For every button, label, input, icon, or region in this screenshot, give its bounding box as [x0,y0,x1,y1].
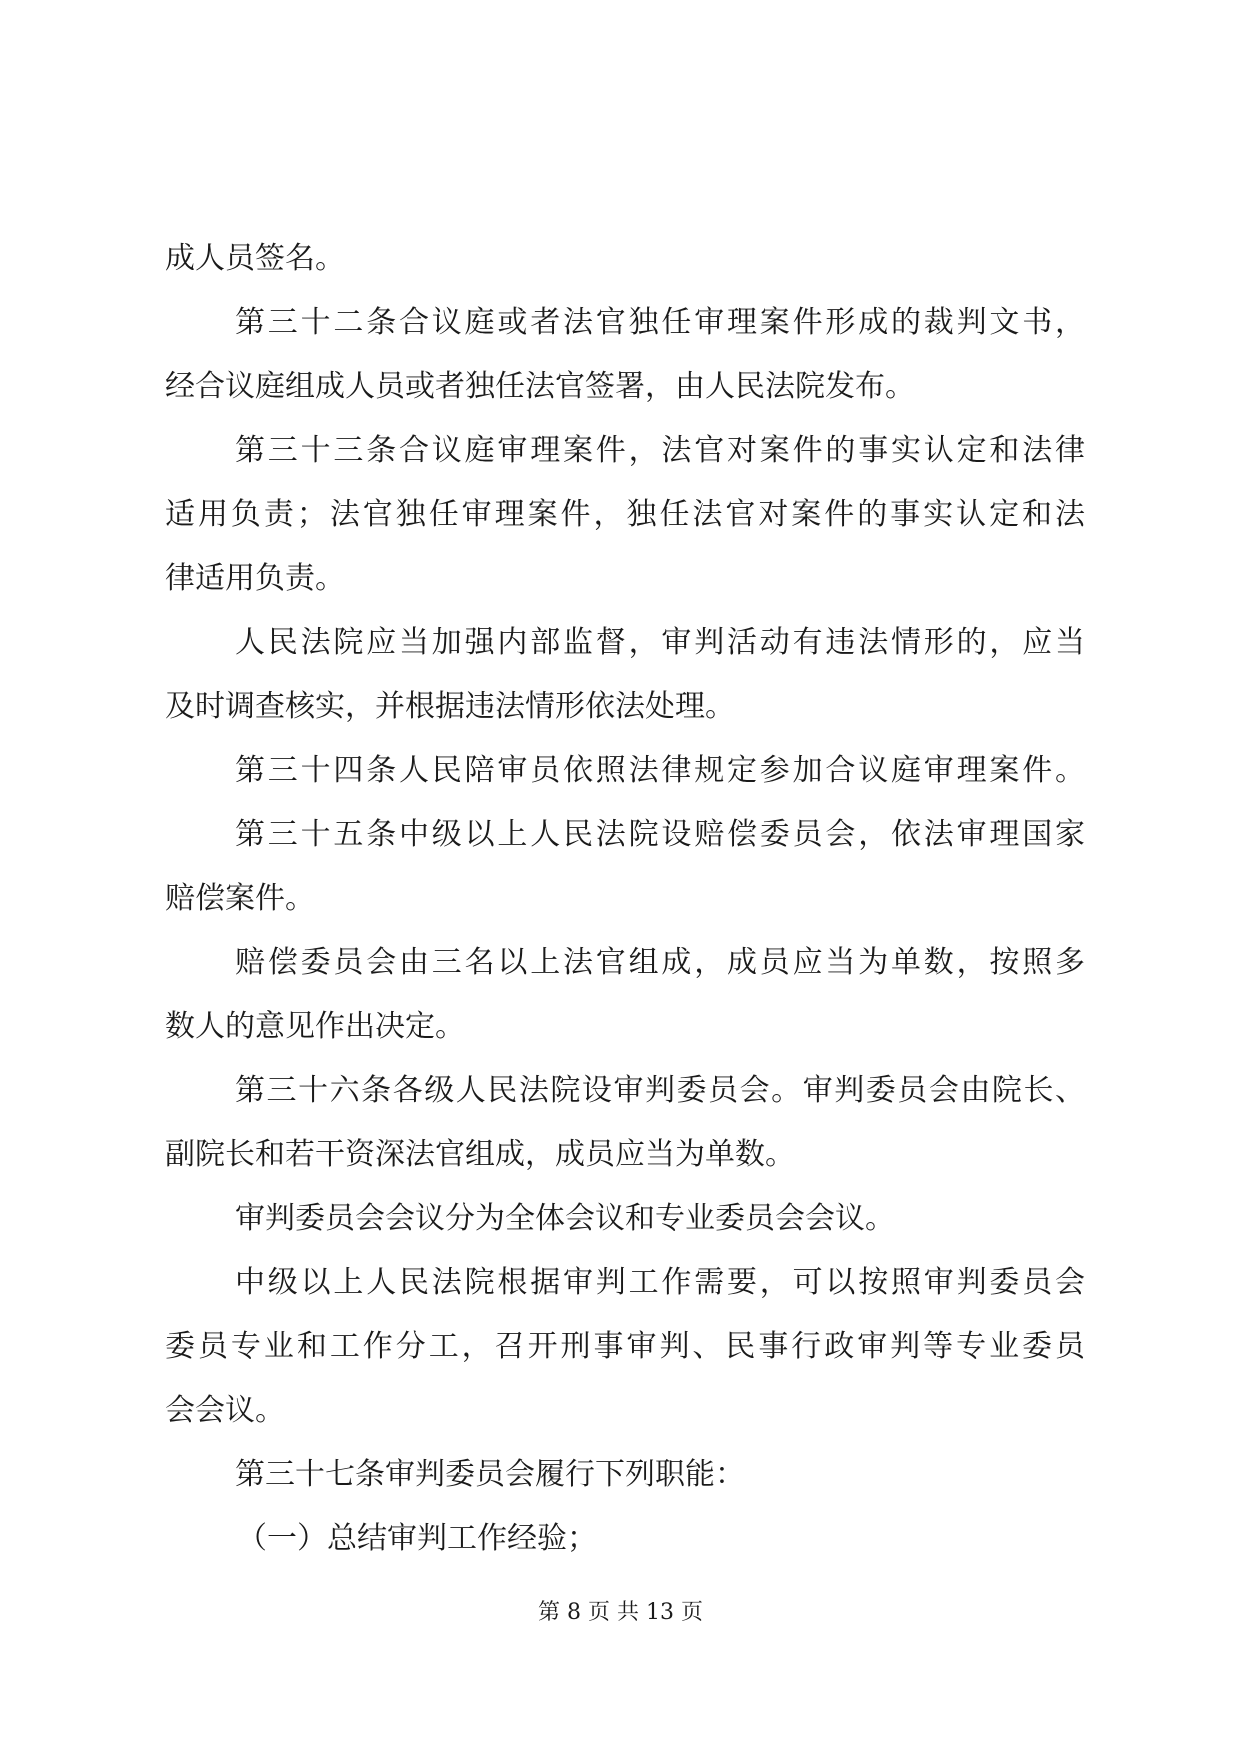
paragraph-line: 第三十四条人民陪审员依照法律规定参加合议庭审理案件。 [235,753,1085,788]
paragraph-line: 第三十六条各级人民法院设审判委员会。审判委员会由院长、 [235,1073,1085,1108]
page-footer: 第 8 页 共 13 页 [538,1600,703,1625]
paragraph-line: 第三十七条审判委员会履行下列职能： [235,1457,745,1492]
paragraph-line: 审判委员会会议分为全体会议和专业委员会会议。 [235,1201,895,1236]
paragraph-line: 赔偿委员会由三名以上法官组成，成员应当为单数，按照多 [235,945,1085,980]
paragraph-line: 委员专业和工作分工，召开刑事审判、民事行政审判等专业委员 [165,1329,1085,1364]
paragraph-line: 适用负责；法官独任审理案件，独任法官对案件的事实认定和法 [165,497,1085,532]
paragraph-line: 赔偿案件。 [165,881,315,916]
list-item: （一）总结审判工作经验； [237,1521,597,1556]
paragraph-line: 副院长和若干资深法官组成，成员应当为单数。 [165,1137,795,1172]
paragraph-line: 律适用负责。 [165,561,345,596]
paragraph-line: 第三十五条中级以上人民法院设赔偿委员会，依法审理国家 [235,817,1085,852]
document-body [165,227,1085,1571]
paragraph-line: 中级以上人民法院根据审判工作需要，可以按照审判委员会 [235,1265,1085,1300]
paragraph-line: 及时调查核实，并根据违法情形依法处理。 [165,689,735,724]
paragraph-line: 第三十二条合议庭或者法官独任审理案件形成的裁判文书， [235,305,1085,340]
paragraph-line: 数人的意见作出决定。 [165,1009,465,1044]
paragraph-line: 成人员签名。 [165,241,345,276]
paragraph-line: 第三十三条合议庭审理案件，法官对案件的事实认定和法律 [235,433,1085,468]
paragraph-line: 人民法院应当加强内部监督，审判活动有违法情形的，应当 [235,625,1085,660]
paragraph-line: 经合议庭组成人员或者独任法官签署，由人民法院发布。 [165,369,915,404]
paragraph-line: 会会议。 [165,1393,285,1428]
